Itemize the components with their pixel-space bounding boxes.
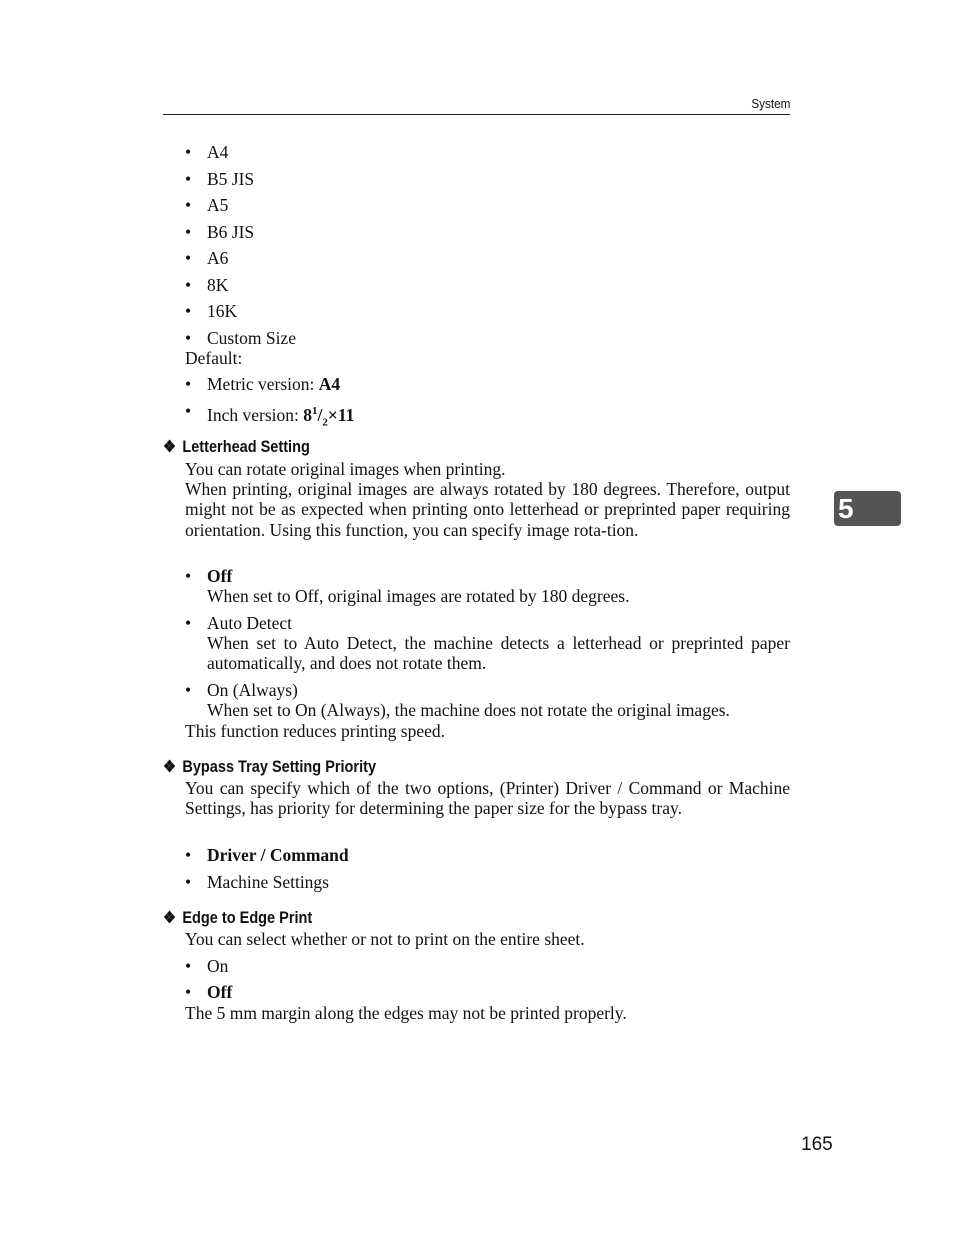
- option-label: On: [207, 956, 229, 976]
- section-heading-bypass: ❖ Bypass Tray Setting Priority: [163, 758, 377, 776]
- paragraph: You can specify which of the two options, (Printer) Driver / Command or Machine Settings, has priority for determining the paper size for the bypass tray.: [185, 778, 790, 819]
- section-heading-edge: ❖ Edge to Edge Print: [163, 909, 313, 927]
- bullet: •: [185, 845, 192, 865]
- page-number: 165: [801, 1134, 833, 1155]
- option-description: When set to On (Always), the machine does not rotate the original images.: [207, 700, 730, 720]
- option-label: Off: [207, 566, 233, 586]
- option-label: Machine Settings: [207, 872, 329, 892]
- list-item: A5: [207, 195, 229, 215]
- bullet: •: [185, 275, 192, 295]
- option-description: When set to Auto Detect, the machine detects a letterhead or preprinted paper automatically, and does not rotate them.: [207, 633, 790, 674]
- option-label: Off: [207, 982, 233, 1002]
- list-item: A4: [207, 142, 229, 162]
- bullet: •: [185, 328, 192, 348]
- paragraph: When printing, original images are always rotated by 180 degrees. Therefore, output might not be as expected when printing onto letterhead or preprinted paper requiring orientation. Using this function, you can specify image rota-tion.: [185, 479, 790, 540]
- list-item: Custom Size: [207, 328, 296, 348]
- bullet: •: [185, 248, 192, 268]
- diamond-bullet-icon: ❖: [163, 758, 177, 776]
- paragraph: You can rotate original images when printing.: [185, 459, 506, 479]
- list-item: B6 JIS: [207, 222, 255, 242]
- list-item: 8K: [207, 275, 229, 295]
- list-item: 16K: [207, 301, 238, 321]
- list-item: B5 JIS: [207, 169, 255, 189]
- option-label: Auto Detect: [207, 613, 293, 633]
- diamond-bullet-icon: ❖: [163, 909, 177, 927]
- bullet: •: [185, 195, 192, 215]
- bullet: •: [185, 301, 192, 321]
- bullet: •: [185, 222, 192, 242]
- bullet: •: [185, 374, 192, 394]
- bullet: •: [185, 169, 192, 189]
- option-label: On (Always): [207, 680, 298, 700]
- section-heading-letterhead: ❖ Letterhead Setting: [163, 438, 310, 456]
- bullet: •: [185, 680, 192, 700]
- bullet: •: [185, 613, 192, 633]
- default-label: Default:: [185, 348, 243, 368]
- list-item: A6: [207, 248, 229, 268]
- default-metric: Metric version: A4: [207, 374, 341, 394]
- chapter-number: 5: [838, 493, 854, 524]
- note: The 5 mm margin along the edges may not be printed properly.: [185, 1003, 627, 1023]
- header-rule: [163, 114, 790, 115]
- bullet: •: [185, 872, 192, 892]
- default-inch: Inch version: $8^1/_2\times 11$: [207, 404, 355, 429]
- paragraph: You can select whether or not to print on the entire sheet.: [185, 929, 585, 949]
- option-description: When set to Off, original images are rotated by 180 degrees.: [207, 586, 630, 606]
- note: This function reduces printing speed.: [185, 721, 446, 741]
- bullet: •: [185, 401, 192, 421]
- bullet: •: [185, 566, 192, 586]
- bullet: •: [185, 982, 192, 1002]
- option-label: Driver / Command: [207, 845, 349, 865]
- bullet: •: [185, 956, 192, 976]
- bullet: •: [185, 142, 192, 162]
- running-header: System: [750, 96, 790, 111]
- diamond-bullet-icon: ❖: [163, 438, 177, 456]
